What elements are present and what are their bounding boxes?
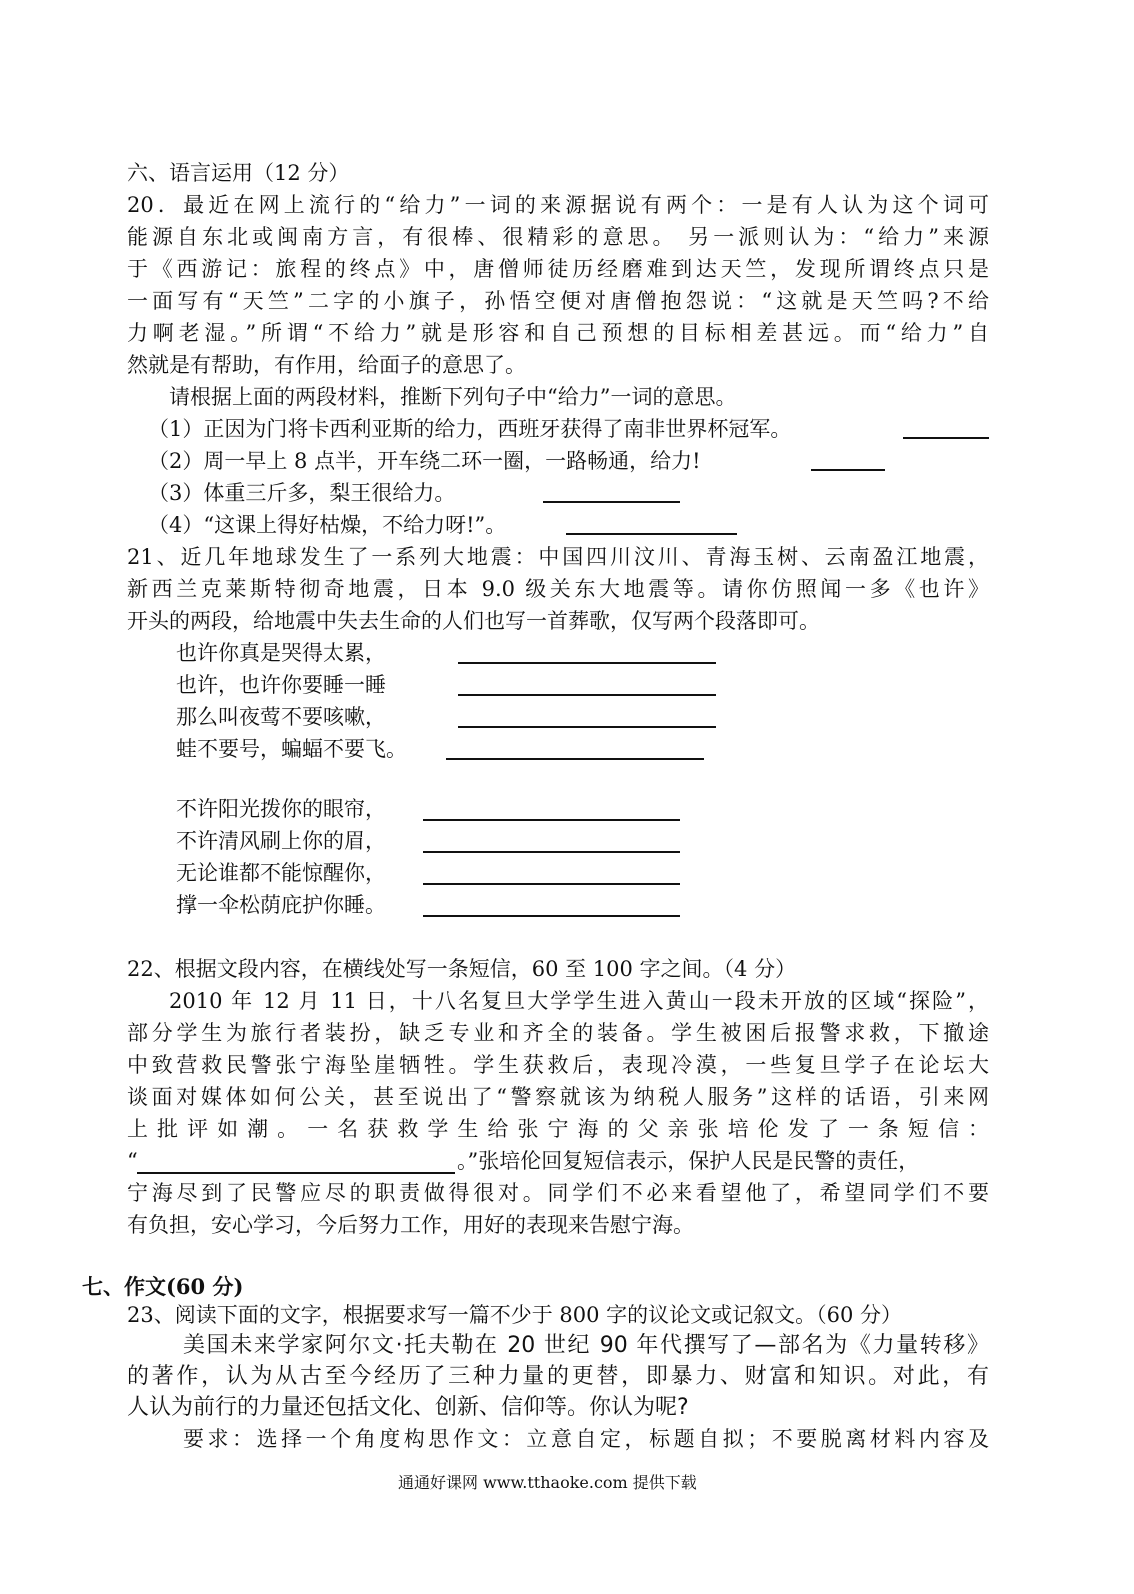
q20-item-3: （3）体重三斤多，梨王很给力。 xyxy=(148,481,456,505)
q22-line: 有负担，安心学习，今后努力工作，用好的表现来告慰宁海。 xyxy=(127,1213,694,1237)
q23-line: 人认为前行的力量还包括文化、创新、信仰等。你认为呢? xyxy=(127,1395,689,1420)
answer-blank[interactable] xyxy=(543,479,680,503)
q23-line: 美国未来学家阿尔文·托夫勒在 20 世纪 90 年代撰写了—部名为《力量转移》 xyxy=(183,1333,989,1358)
q20-line: 一面写有“天竺”二字的小旗子，孙悟空便对唐僧抱怨说：“这就是天竺吗?不给 xyxy=(127,289,989,313)
poem-line: 无论谁都不能惊醒你， xyxy=(176,861,386,885)
q20-item-1: （1）正因为门将卡西利亚斯的给力，西班牙获得了南非世界杯冠军。 xyxy=(148,417,792,441)
q22-line: 宁海尽到了民警应尽的职责做得很对。同学们不必来看望他了，希望同学们不要 xyxy=(127,1181,989,1205)
q22-line: 中致营救民警张宁海坠崖牺牲。学生获救后，表现冷漠，一些复旦学子在论坛大 xyxy=(127,1053,989,1077)
q21-line: 21、近几年地球发生了一系列大地震：中国四川汶川、青海玉树、云南盈江地震， xyxy=(127,545,989,569)
sms-answer-blank[interactable] xyxy=(137,1150,455,1174)
poem-line: 不许阳光拨你的眼帘， xyxy=(176,797,386,821)
q20-line: 20．最近在网上流行的“给力”一词的来源据说有两个：一是有人认为这个词可 xyxy=(127,193,989,217)
poem-line: 蛙不要号，蝙蝠不要飞。 xyxy=(176,737,407,761)
q22-line: 上批评如潮。一名获救学生给张宁海的父亲张培伦发了一条短信： xyxy=(127,1117,989,1141)
answer-blank[interactable] xyxy=(458,672,716,696)
q22-line: 谈面对媒体如何公关，甚至说出了“警察就该为纳税人服务”这样的话语，引来网 xyxy=(127,1085,989,1109)
q20-item-2: （2）周一早上 8 点半，开车绕二环一圈，一路畅通，给力! xyxy=(148,449,701,473)
q20-prompt: 请根据上面的两段材料，推断下列句子中“给力”一词的意思。 xyxy=(169,385,737,409)
q22-title: 22、根据文段内容，在横线处写一条短信，60 至 100 字之间。（4 分） xyxy=(127,957,797,981)
poem-line: 不许清风刷上你的眉， xyxy=(176,829,386,853)
poem-line: 也许，也许你要睡一睡 xyxy=(176,673,386,697)
answer-blank[interactable] xyxy=(458,640,716,664)
poem-line: 那么叫夜莺不要咳嗽， xyxy=(176,705,386,729)
answer-blank[interactable] xyxy=(423,829,680,853)
q21-line: 新西兰克莱斯特彻奇地震，日本 9.0 级关东大地震等。请你仿照闻一多《也许》 xyxy=(127,577,989,601)
answer-blank[interactable] xyxy=(423,797,680,821)
q23-requirement: 要求：选择一个角度构思作文：立意自定，标题自拟；不要脱离材料内容及 xyxy=(183,1427,989,1451)
answer-blank[interactable] xyxy=(566,511,737,535)
footer-credit: 通通好课网 www.tthaoke.com 提供下载 xyxy=(398,1473,697,1492)
answer-blank[interactable] xyxy=(458,704,716,728)
q23-title: 23、阅读下面的文字，根据要求写一篇不少于 800 字的议论文或记叙文。（60 分） xyxy=(127,1303,903,1327)
poem-line: 也许你真是哭得太累， xyxy=(176,641,386,665)
q20-line: 于《西游记：旅程的终点》中，唐僧师徒历经磨难到达天竺，发现所谓终点只是 xyxy=(127,257,989,281)
q20-line: 力啊老湿。”所谓“不给力”就是形容和自己预想的目标相差甚远。而“给力”自 xyxy=(127,321,989,345)
answer-blank[interactable] xyxy=(423,893,680,917)
answer-blank[interactable] xyxy=(903,415,989,439)
q22-after-blank: 。”张培伦回复短信表示，保护人民是民警的责任， xyxy=(457,1149,920,1173)
poem-line: 撑一伞松荫庇护你睡。 xyxy=(176,893,386,917)
q22-line: 部分学生为旅行者装扮，缺乏专业和齐全的装备。学生被困后报警求救，下撤途 xyxy=(127,1021,989,1045)
q21-line: 开头的两段，给地震中失去生命的人们也写一首葬歌，仅写两个段落即可。 xyxy=(127,609,820,633)
answer-blank[interactable] xyxy=(446,736,704,760)
open-quote: “ xyxy=(127,1149,138,1173)
q20-item-4: （4）“这课上得好枯燥，不给力呀!”。 xyxy=(148,513,507,537)
q22-line: 2010 年 12 月 11 日，十八名复旦大学学生进入黄山一段未开放的区域“探险”， xyxy=(169,989,989,1013)
answer-blank[interactable] xyxy=(423,861,680,885)
section-6-title: 六、语言运用（12 分） xyxy=(127,161,350,185)
section-7-title: 七、作文(60 分) xyxy=(82,1274,244,1299)
q23-line: 的著作，认为从古至今经历了三种力量的更替，即暴力、财富和知识。对此，有 xyxy=(127,1364,989,1389)
answer-blank[interactable] xyxy=(811,447,885,471)
q20-line: 能源自东北或闽南方言，有很棒、很精彩的意思。 另一派则认为：“给力”来源 xyxy=(127,225,989,249)
q20-line: 然就是有帮助，有作用，给面子的意思了。 xyxy=(127,353,526,377)
